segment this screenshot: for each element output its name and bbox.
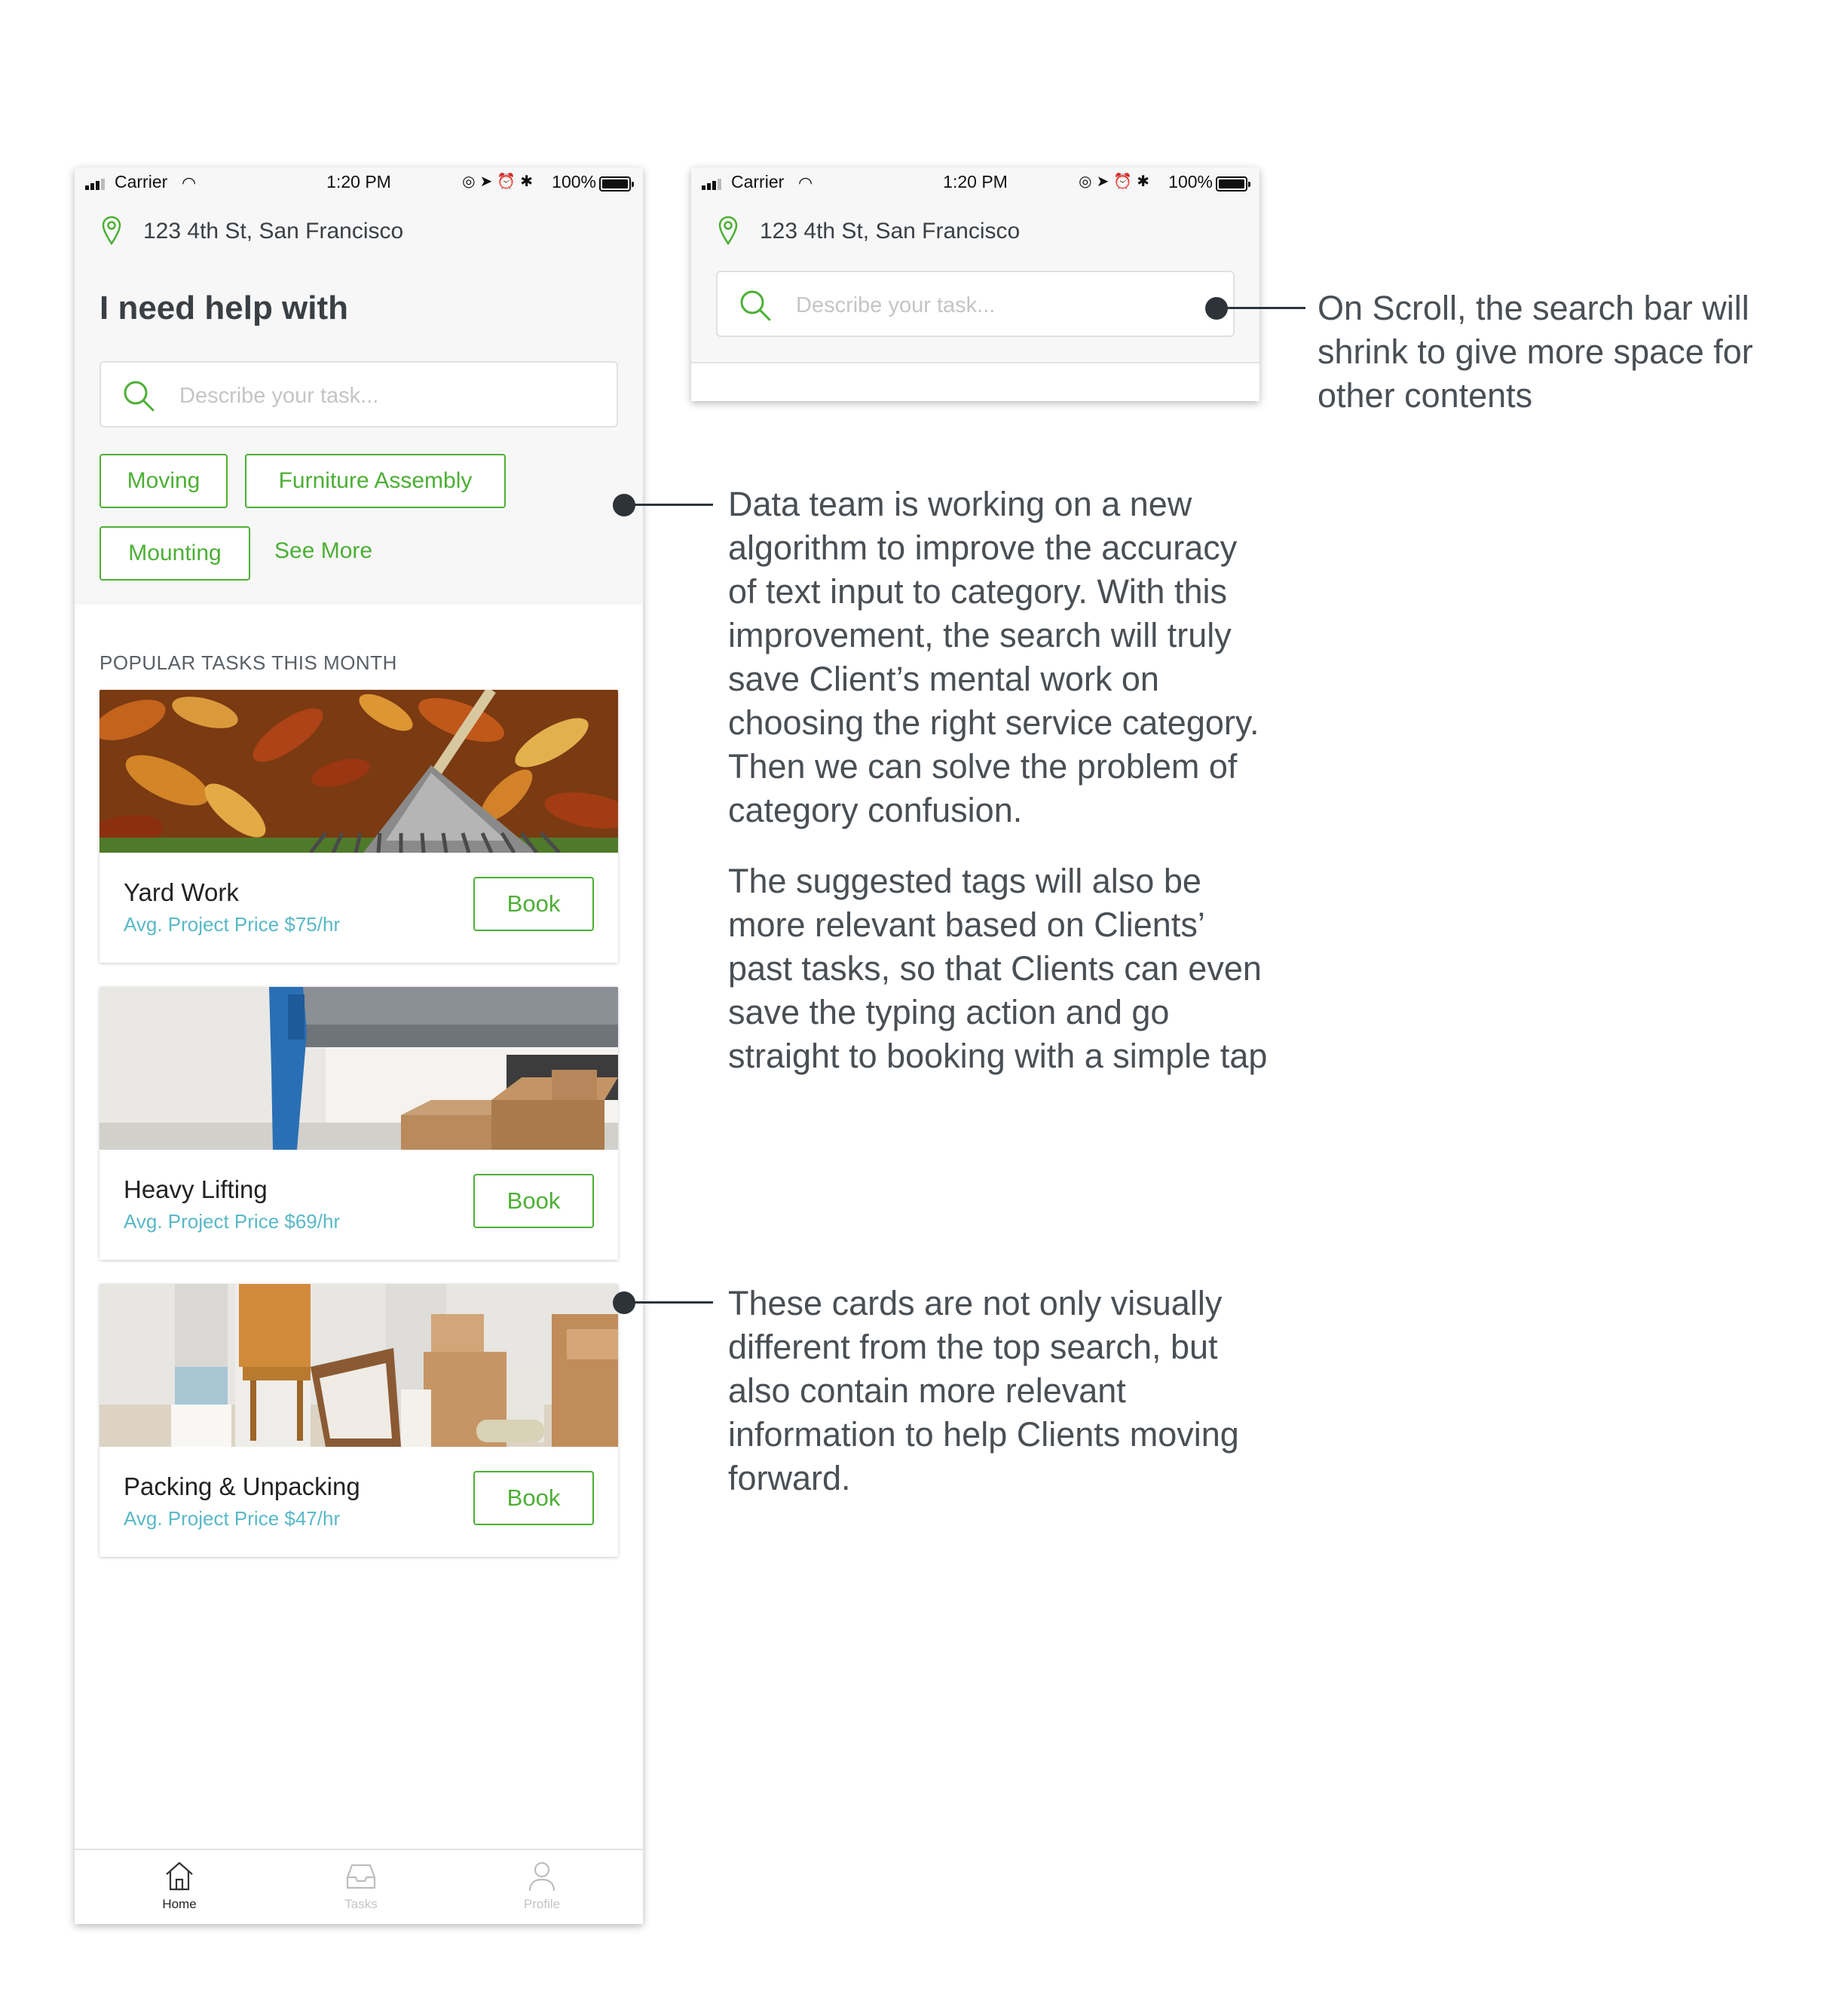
location-address: 123 4th St, San Francisco (760, 219, 1021, 244)
location-pin-icon (102, 216, 121, 246)
scrolled-header-mockup (691, 167, 1259, 401)
wifi-icon: ◠ (182, 173, 197, 192)
status-bar (691, 167, 1259, 199)
home-icon (163, 1859, 196, 1892)
tab-bar (75, 1849, 643, 1924)
tab-tasks[interactable] (301, 1850, 421, 1924)
task-card-heavy-lifting[interactable] (99, 987, 618, 1260)
book-button[interactable]: Book (473, 877, 594, 931)
search-input[interactable] (796, 289, 1203, 322)
search-annotation-paragraph-1: Data team is working on a new algorithm to improve the accuracy of text input to category. With this improvement, the search will truly save Client’s mental work on choosing the right service category. Then we can solve the problem of category confusion. (728, 485, 1259, 829)
heavy-lifting-image (99, 987, 618, 1150)
tab-home[interactable] (119, 1850, 240, 1924)
book-button[interactable]: Book (473, 1471, 594, 1525)
search-input[interactable] (179, 379, 586, 412)
tab-profile[interactable] (482, 1850, 602, 1924)
clock: 1:20 PM (943, 172, 1008, 191)
yard-work-image (99, 690, 618, 853)
search-bar[interactable] (716, 271, 1235, 337)
page-title: I need help with (99, 290, 349, 326)
search-icon (122, 379, 155, 412)
callout-line (624, 1301, 713, 1304)
status-icons: ◎➤⏰✱ (462, 173, 537, 190)
card-title: Packing & Unpacking (124, 1472, 360, 1500)
carrier-label: Carrier (731, 172, 785, 191)
carrier-label: Carrier (115, 172, 168, 191)
card-price: Avg. Project Price $75/hr (124, 913, 341, 936)
see-more-link[interactable]: See More (274, 538, 373, 563)
task-card-yard-work[interactable] (99, 690, 618, 963)
tab-label: Home (162, 1897, 197, 1911)
search-annotation-paragraph-2: The suggested tags will also be more relevant based on Clients’ past tasks, so that Clients can even save the typing action and go straight to booking with a simple tap (728, 862, 1268, 1075)
battery-percent: 100% (552, 172, 596, 191)
card-title: Yard Work (124, 878, 239, 906)
person-icon (525, 1859, 559, 1892)
battery-percent: 100% (1168, 172, 1213, 191)
battery-icon (1216, 176, 1247, 191)
scroll-annotation: On Scroll, the search bar will shrink to give more space for other contents (1318, 289, 1753, 415)
card-title: Heavy Lifting (124, 1175, 268, 1203)
search-icon (739, 289, 772, 322)
home-screen-mockup (75, 167, 643, 1924)
search-annotation (728, 483, 1271, 1078)
clock: 1:20 PM (326, 172, 391, 191)
battery-icon (599, 176, 631, 191)
task-card-packing-unpacking[interactable] (99, 1284, 618, 1557)
tab-label: Tasks (344, 1897, 378, 1911)
tag-furniture-assembly[interactable]: Furniture Assembly (245, 454, 506, 508)
status-icons: ◎➤⏰✱ (1079, 173, 1154, 190)
cards-annotation: These cards are not only visually different from the top search, but also contain more relevant information to help Clients moving forward. (728, 1284, 1239, 1497)
status-bar (75, 167, 643, 199)
callout-line (624, 504, 713, 506)
wifi-icon: ◠ (798, 173, 813, 192)
card-price: Avg. Project Price $69/hr (124, 1210, 341, 1233)
inbox-tray-icon (344, 1859, 378, 1892)
location-pin-icon (718, 216, 738, 246)
location-address: 123 4th St, San Francisco (143, 219, 404, 244)
tag-moving[interactable]: Moving (99, 454, 228, 508)
tag-mounting[interactable]: Mounting (99, 526, 250, 581)
section-label: POPULAR TASKS THIS MONTH (99, 651, 397, 674)
book-button[interactable]: Book (473, 1174, 594, 1228)
callout-line (1217, 307, 1305, 309)
card-price: Avg. Project Price $47/hr (124, 1507, 341, 1530)
search-bar[interactable] (99, 361, 618, 427)
tab-label: Profile (523, 1897, 561, 1911)
packing-unpacking-image (99, 1284, 618, 1447)
